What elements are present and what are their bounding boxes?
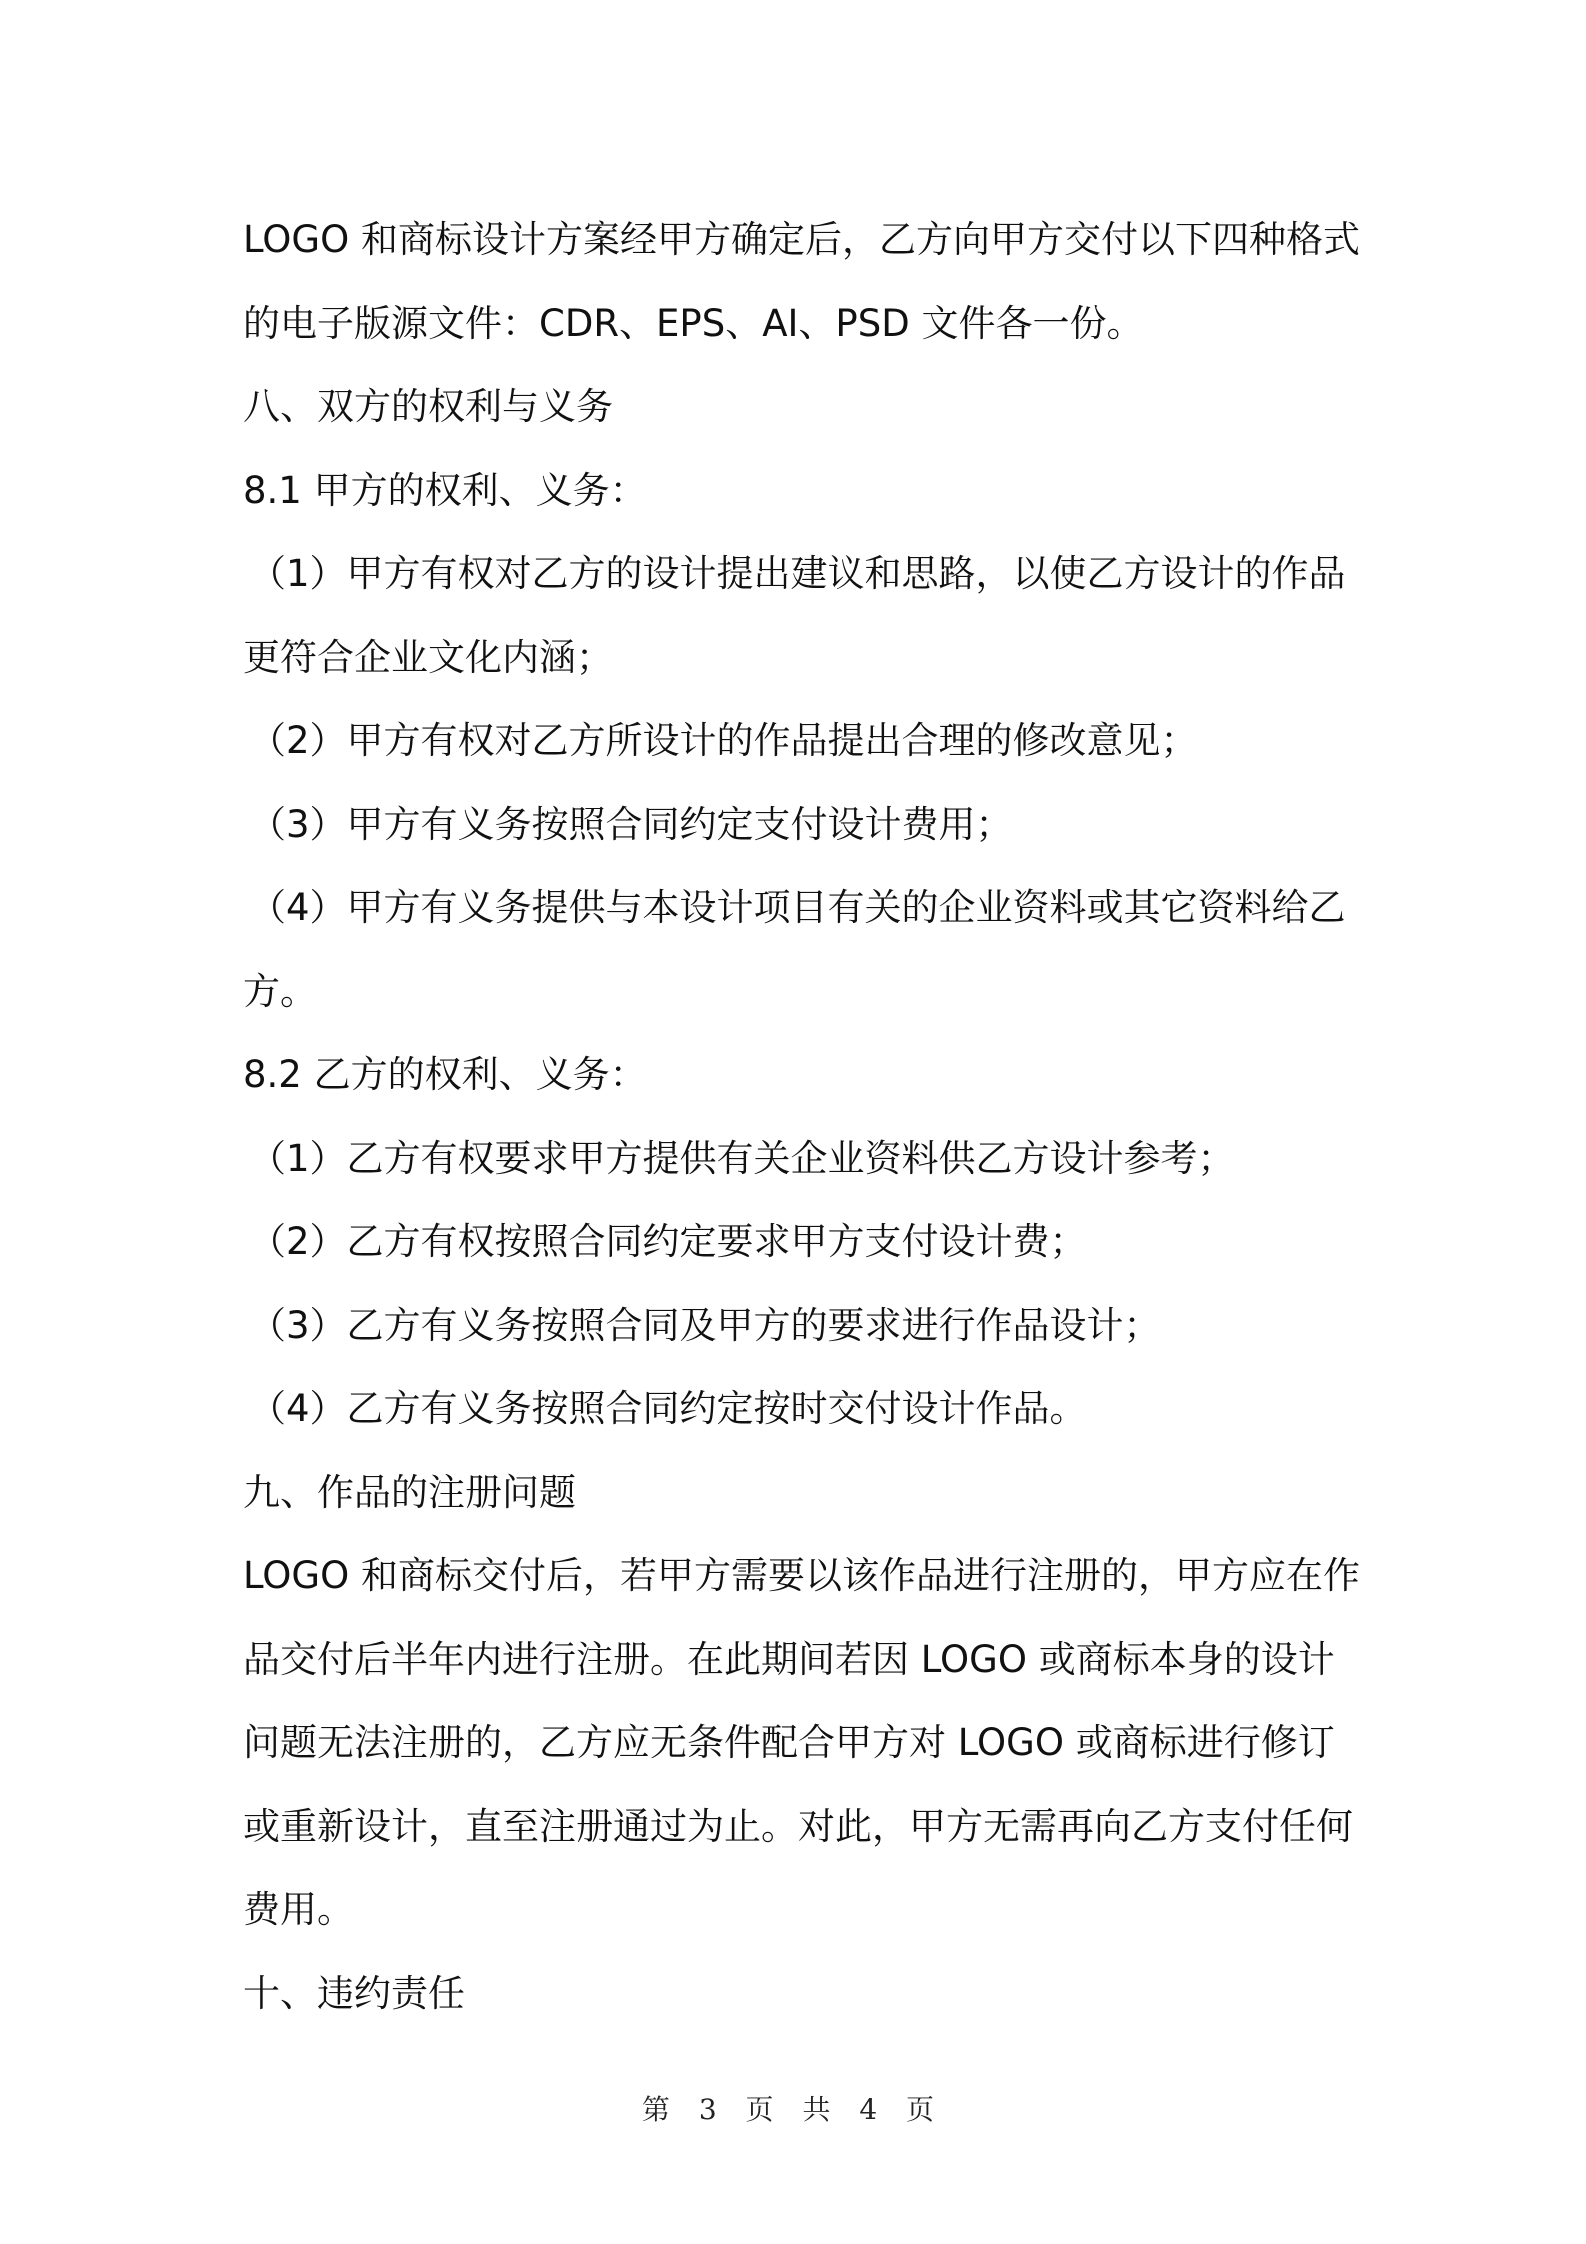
list-item: （3）甲方有义务按照合同约定支付设计费用；: [249, 802, 1013, 846]
paragraph-line: 或重新设计，直至注册通过为止。对此，甲方无需再向乙方支付任何: [243, 1804, 1353, 1848]
paragraph-line: 品交付后半年内进行注册。在此期间若因 LOGO 或商标本身的设计: [243, 1637, 1335, 1681]
list-item: （2）乙方有权按照合同约定要求甲方支付设计费；: [249, 1220, 1087, 1263]
subsection-heading: 8.1 甲方的权利、义务：: [243, 468, 647, 512]
list-item: （4）甲方有义务提供与本设计项目有关的企业资料或其它资料给乙: [249, 886, 1346, 929]
list-item: （1）甲方有权对乙方的设计提出建议和思路，以使乙方设计的作品: [249, 552, 1346, 595]
list-item: （3）乙方有义务按照合同及甲方的要求进行作品设计；: [249, 1303, 1161, 1347]
subsection-heading: 8.2 乙方的权利、义务：: [243, 1053, 647, 1096]
paragraph-line: 费用。: [243, 1888, 354, 1931]
document-body: [243, 198, 1359, 2035]
paragraph-line: LOGO 和商标交付后，若甲方需要以该作品进行注册的，甲方应在作: [243, 1554, 1360, 1597]
list-item: （4）乙方有义务按照合同约定按时交付设计作品。: [249, 1387, 1087, 1430]
paragraph-line: LOGO 和商标设计方案经甲方确定后，乙方向甲方交付以下四种格式: [243, 218, 1360, 261]
list-item: （1）乙方有权要求甲方提供有关企业资料供乙方设计参考；: [249, 1136, 1235, 1180]
paragraph-line: 方。: [243, 969, 317, 1013]
page-number-footer: 第 3 页 共 4 页: [641, 2093, 945, 2126]
section-heading: 十、违约责任: [243, 1971, 465, 2015]
paragraph-line: 问题无法注册的，乙方应无条件配合甲方对 LOGO 或商标进行修订: [243, 1721, 1335, 1764]
list-item: （2）甲方有权对乙方所设计的作品提出合理的修改意见；: [249, 719, 1198, 762]
paragraph-line: 的电子版源文件：CDR、EPS、AI、PSD 文件各一份。: [243, 301, 1144, 345]
paragraph-line: 更符合企业文化内涵；: [243, 635, 613, 679]
section-heading: 九、作品的注册问题: [243, 1470, 576, 1514]
section-heading: 八、双方的权利与义务: [243, 385, 613, 428]
